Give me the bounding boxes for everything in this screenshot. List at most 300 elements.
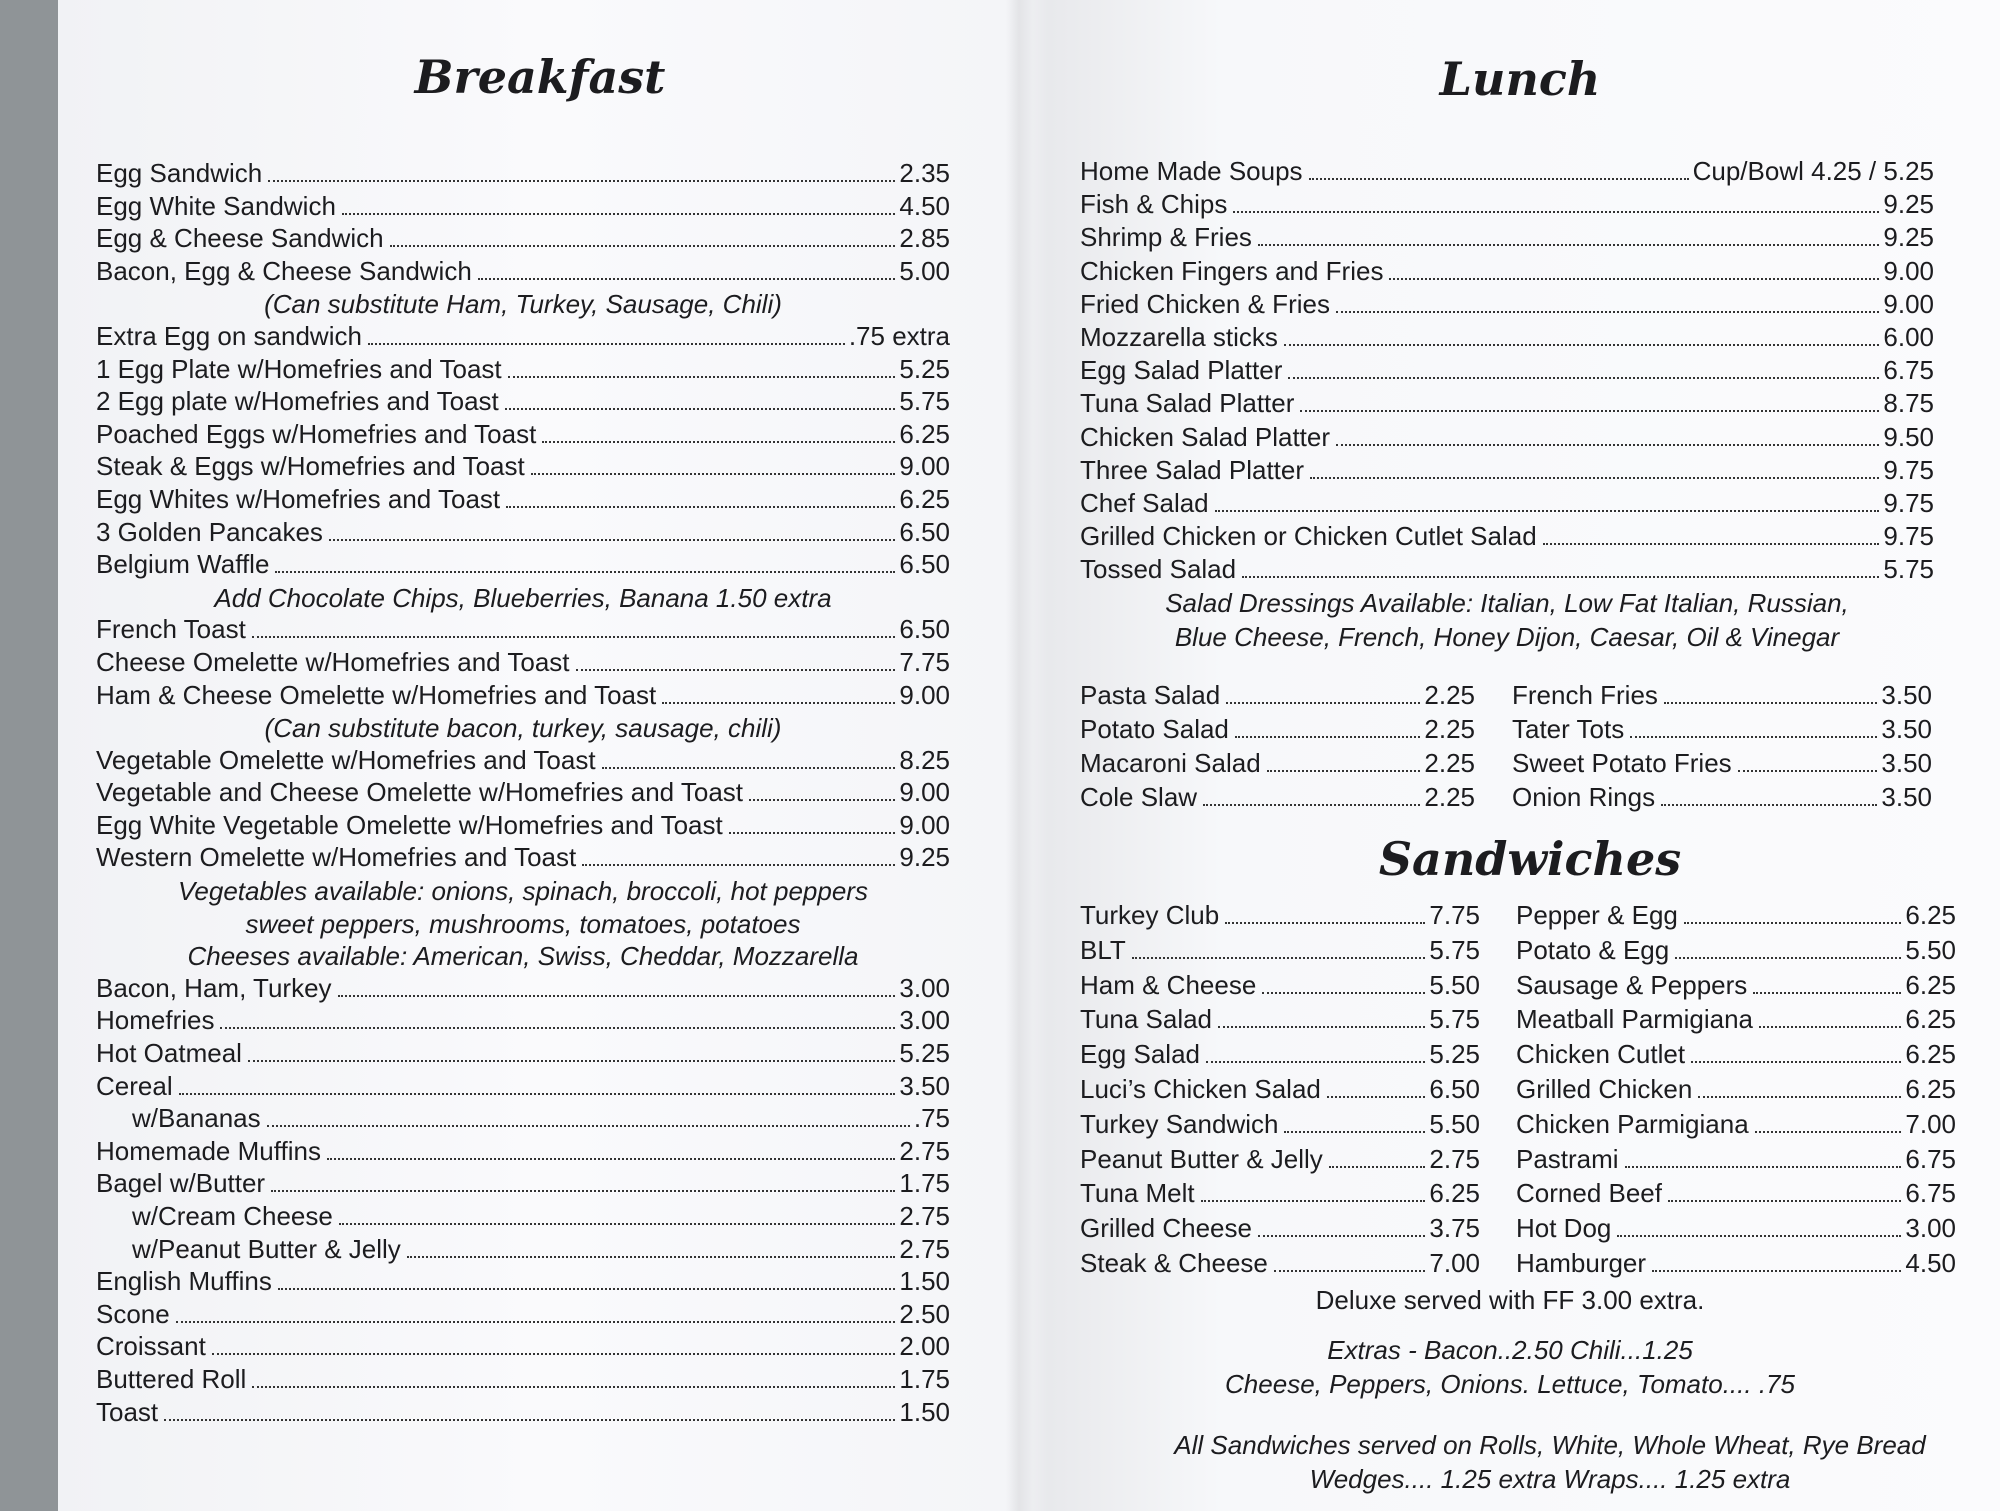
item-price: 6.50 <box>899 614 950 645</box>
item-name: Bacon, Ham, Turkey <box>96 972 332 1003</box>
dot-leader <box>164 1419 895 1421</box>
dot-leader <box>268 180 895 182</box>
dot-leader <box>1203 804 1420 806</box>
item-name: 2 Egg plate w/Homefries and Toast <box>96 386 499 417</box>
item-price: 2.25 <box>1424 680 1475 710</box>
item-price: 2.35 <box>899 158 950 188</box>
item-price: 2.25 <box>1424 782 1475 812</box>
menu-item <box>1080 156 1934 189</box>
dot-leader <box>478 278 896 280</box>
item-price: 9.75 <box>1883 487 1934 518</box>
item-price: 5.25 <box>899 1038 950 1069</box>
item-name: Luci’s Chicken Salad <box>1080 1073 1321 1104</box>
item-price: 6.25 <box>1905 900 1956 930</box>
item-price: 5.50 <box>1429 969 1480 1000</box>
menu-item <box>96 354 950 387</box>
item-price: 9.00 <box>899 809 950 840</box>
menu-item <box>96 321 950 354</box>
item-name: Sausage & Peppers <box>1516 969 1748 1000</box>
dot-leader <box>1300 410 1879 412</box>
item-price: 2.75 <box>899 1135 950 1166</box>
dot-leader <box>1625 1166 1902 1168</box>
dot-leader <box>1759 1026 1901 1028</box>
item-price: 9.00 <box>899 679 950 710</box>
dot-leader <box>1329 1166 1426 1168</box>
menu-item <box>1516 1213 1956 1248</box>
dot-leader <box>1201 1200 1426 1202</box>
item-price: 9.00 <box>1883 255 1934 286</box>
menu-item <box>96 1266 950 1299</box>
menu-item <box>96 1397 950 1430</box>
dot-leader <box>1215 510 1880 512</box>
item-name: Three Salad Platter <box>1080 454 1305 485</box>
item-price: 9.00 <box>1883 288 1934 319</box>
dot-leader <box>1336 444 1879 446</box>
menu-item <box>1516 1039 1956 1074</box>
item-name: Onion Rings <box>1512 782 1656 812</box>
item-price: 2.75 <box>899 1201 950 1231</box>
dot-leader <box>1336 311 1879 313</box>
item-name: Turkey Club <box>1080 900 1220 930</box>
menu-item <box>1080 189 1934 222</box>
menu-note: Salad Dressings Available: Italian, Low Fat Italian, Russian, <box>1165 588 1849 619</box>
dot-leader <box>1310 477 1879 479</box>
item-price: 7.75 <box>899 646 950 677</box>
breakfast-title: Breakfast <box>414 50 666 104</box>
item-name: Egg White Vegetable Omelette w/Homefries and Toast <box>96 809 723 840</box>
menu-item <box>96 1299 950 1332</box>
item-price: 9.75 <box>1883 521 1934 552</box>
dot-leader <box>1225 922 1425 924</box>
bread-note-2: Wedges.... 1.25 extra Wraps.... 1.25 extra <box>1309 1464 1791 1494</box>
menu-item <box>1080 554 1934 587</box>
menu-item <box>1080 1178 1480 1213</box>
extras-note-2: Cheese, Peppers, Onions. Lettuce, Tomato.... .75 <box>1225 1369 1795 1399</box>
item-price: 4.50 <box>1905 1247 1956 1278</box>
item-name: Grilled Chicken <box>1516 1073 1693 1104</box>
dot-leader <box>1284 1131 1425 1133</box>
dot-leader <box>1226 702 1420 704</box>
item-price: 6.50 <box>899 516 950 547</box>
dot-leader <box>407 1256 896 1258</box>
menu-item <box>1080 1004 1480 1039</box>
dot-leader <box>1233 211 1879 213</box>
item-price: 2.85 <box>899 223 950 254</box>
item-name: Pasta Salad <box>1080 680 1221 710</box>
item-name: w/Bananas <box>132 1103 261 1134</box>
menu-item <box>96 223 950 256</box>
item-name: Egg Salad Platter <box>1080 355 1283 386</box>
item-price: 9.25 <box>899 842 950 873</box>
menu-item <box>96 1071 950 1104</box>
item-price: 3.50 <box>1881 782 1932 812</box>
item-name: Home Made Soups <box>1080 156 1303 186</box>
item-name: Pepper & Egg <box>1516 900 1678 930</box>
menu-item <box>96 745 950 778</box>
item-price: 7.75 <box>1429 900 1480 930</box>
menu-item <box>96 549 950 582</box>
item-price: 6.25 <box>899 418 950 449</box>
item-price: 6.25 <box>1905 1004 1956 1035</box>
item-name: Macaroni Salad <box>1080 748 1261 778</box>
dot-leader <box>179 1093 896 1095</box>
menu-item <box>96 1234 950 1267</box>
item-price: 6.75 <box>1883 355 1934 386</box>
item-name: Vegetable Omelette w/Homefries and Toast <box>96 744 596 775</box>
menu-item <box>1080 521 1934 554</box>
dot-leader <box>1262 992 1425 994</box>
extras-note-1: Extras - Bacon..2.50 Chili...1.25 <box>1327 1335 1693 1365</box>
dot-leader <box>1242 576 1879 578</box>
menu-item <box>96 1201 950 1234</box>
dot-leader <box>1389 278 1879 280</box>
item-name: Homemade Muffins <box>96 1135 321 1166</box>
dot-leader <box>338 995 896 997</box>
item-name: Turkey Sandwich <box>1080 1108 1279 1139</box>
menu-item <box>96 1168 950 1201</box>
dot-leader <box>1235 736 1421 738</box>
dot-leader <box>176 1321 896 1323</box>
menu-item <box>1512 714 1932 748</box>
item-price: 5.25 <box>899 353 950 384</box>
item-name: w/Cream Cheese <box>132 1201 333 1231</box>
item-name: Chicken Fingers and Fries <box>1080 255 1384 286</box>
item-name: Cheese Omelette w/Homefries and Toast <box>96 646 570 677</box>
item-name: Mozzarella sticks <box>1080 321 1278 352</box>
menu-item <box>1516 935 1956 970</box>
item-price: 3.00 <box>899 972 950 1003</box>
item-name: Poached Eggs w/Homefries and Toast <box>96 418 537 449</box>
item-price: 6.00 <box>1883 321 1934 352</box>
dot-leader <box>368 343 845 345</box>
dot-leader <box>1284 344 1879 346</box>
item-name: Chicken Salad Platter <box>1080 421 1331 452</box>
dot-leader <box>342 213 895 215</box>
dot-leader <box>278 1288 896 1290</box>
item-price: 6.25 <box>899 483 950 514</box>
item-price: 2.50 <box>899 1298 950 1329</box>
item-price: 3.50 <box>1881 748 1932 778</box>
dot-leader <box>1258 244 1879 246</box>
dot-leader <box>339 1223 896 1225</box>
menu-item <box>1512 748 1932 782</box>
menu-item <box>1516 1248 1956 1283</box>
menu-item <box>1080 782 1475 816</box>
dot-leader <box>390 245 896 247</box>
menu-item <box>96 810 950 843</box>
menu-item <box>1080 322 1934 355</box>
menu-item <box>1516 1004 1956 1039</box>
item-name: Egg Sandwich <box>96 158 263 188</box>
item-price: 2.25 <box>1424 748 1475 778</box>
sandwiches-right-list <box>1516 900 1956 1283</box>
menu-item <box>1080 355 1934 388</box>
item-price: 5.50 <box>1905 934 1956 965</box>
item-name: w/Peanut Butter & Jelly <box>132 1233 401 1264</box>
item-price: 9.25 <box>1883 189 1934 220</box>
dot-leader <box>582 864 895 866</box>
dot-leader <box>1132 957 1426 959</box>
menu-item <box>96 1038 950 1071</box>
dot-leader <box>1258 1235 1425 1237</box>
menu-item <box>96 451 950 484</box>
menu-item <box>96 647 950 680</box>
dot-leader <box>275 571 895 573</box>
item-name: Chicken Parmigiana <box>1516 1108 1749 1139</box>
item-name: Buttered Roll <box>96 1363 247 1394</box>
item-name: Steak & Eggs w/Homefries and Toast <box>96 451 525 482</box>
item-name: Hot Oatmeal <box>96 1038 242 1069</box>
dot-leader <box>327 1158 895 1160</box>
menu-item <box>1080 388 1934 421</box>
menu-item <box>96 614 950 647</box>
menu-item <box>1516 1144 1956 1179</box>
item-price: 9.75 <box>1883 454 1934 485</box>
item-price: 9.25 <box>1883 222 1934 253</box>
menu-item <box>96 777 950 810</box>
menu-item <box>1080 900 1480 935</box>
item-name: Peanut Butter & Jelly <box>1080 1143 1323 1174</box>
menu-item <box>1516 1178 1956 1213</box>
menu-item <box>96 419 950 452</box>
item-price: 1.50 <box>899 1266 950 1297</box>
dot-leader <box>212 1353 896 1355</box>
item-price: 2.25 <box>1424 714 1475 744</box>
menu-item <box>96 517 950 550</box>
item-name: Extra Egg on sandwich <box>96 320 362 351</box>
item-name: Corned Beef <box>1516 1178 1662 1209</box>
menu-note: Vegetables available: onions, spinach, broccoli, hot peppers <box>178 876 868 907</box>
dot-leader <box>505 408 896 410</box>
item-name: Homefries <box>96 1005 215 1036</box>
menu-note: Cheeses available: American, Swiss, Cheddar, Mozzarella <box>187 941 859 972</box>
dot-leader <box>506 506 895 508</box>
item-name: Egg White Sandwich <box>96 190 336 221</box>
item-name: Tuna Melt <box>1080 1178 1195 1209</box>
lunch-title: Lunch <box>1439 52 1601 106</box>
item-price: 2.00 <box>899 1331 950 1362</box>
menu-item <box>96 1005 950 1038</box>
item-price: 9.00 <box>899 777 950 808</box>
item-name: BLT <box>1080 934 1126 965</box>
breakfast-list <box>96 158 950 1429</box>
menu-item <box>1080 748 1475 782</box>
dot-leader <box>1267 770 1421 772</box>
item-name: Sweet Potato Fries <box>1512 748 1732 778</box>
menu-item <box>1080 289 1934 322</box>
item-price: 6.50 <box>1429 1073 1480 1104</box>
item-price: 7.00 <box>1429 1247 1480 1278</box>
bread-note-1: All Sandwiches served on Rolls, White, Whole Wheat, Rye Bread <box>1174 1430 1926 1460</box>
dot-leader <box>1218 1026 1425 1028</box>
item-price: 5.00 <box>899 255 950 286</box>
item-name: Grilled Chicken or Chicken Cutlet Salad <box>1080 521 1537 552</box>
item-price: 6.25 <box>1905 1039 1956 1070</box>
dot-leader <box>1664 702 1877 704</box>
dot-leader <box>1675 957 1901 959</box>
item-price: 1.75 <box>899 1363 950 1394</box>
menu-note: (Can substitute bacon, turkey, sausage, chili) <box>264 713 782 744</box>
menu-item <box>1080 1144 1480 1179</box>
item-price: 2.75 <box>899 1233 950 1264</box>
item-name: Pastrami <box>1516 1143 1619 1174</box>
item-name: Meatball Parmigiana <box>1516 1004 1754 1035</box>
dot-leader <box>1274 1270 1426 1272</box>
dot-leader <box>1617 1235 1901 1237</box>
item-name: Shrimp & Fries <box>1080 222 1252 253</box>
dot-leader <box>248 1060 895 1062</box>
dot-leader <box>1327 1096 1426 1098</box>
item-price: .75 extra <box>848 320 950 351</box>
menu-item <box>1080 935 1480 970</box>
item-name: 3 Golden Pancakes <box>96 516 323 547</box>
menu-item <box>1080 1213 1480 1248</box>
item-price: 5.75 <box>1429 934 1480 965</box>
dot-leader <box>220 1027 895 1029</box>
item-price: 4.50 <box>899 190 950 221</box>
item-name: Tuna Salad <box>1080 1004 1213 1035</box>
item-name: Tossed Salad <box>1080 554 1237 585</box>
item-name: Fish & Chips <box>1080 189 1228 220</box>
dot-leader <box>602 767 896 769</box>
dot-leader <box>267 1125 910 1127</box>
item-name: French Fries <box>1512 680 1658 710</box>
item-name: Belgium Waffle <box>96 549 270 580</box>
dot-leader <box>749 799 895 801</box>
dot-leader <box>1755 1131 1902 1133</box>
item-price: 2.75 <box>1429 1143 1480 1174</box>
item-price: Cup/Bowl 4.25 / 5.25 <box>1692 156 1934 186</box>
menu-item <box>96 1331 950 1364</box>
item-price: 6.25 <box>1429 1178 1480 1209</box>
deluxe-note: Deluxe served with FF 3.00 extra. <box>1315 1285 1705 1315</box>
item-price: 3.75 <box>1429 1213 1480 1244</box>
item-name: Potato & Egg <box>1516 934 1670 965</box>
menu-item <box>96 1103 950 1136</box>
menu-item <box>96 484 950 517</box>
dot-leader <box>1309 178 1689 180</box>
page-fold <box>1005 0 1033 1511</box>
dot-leader <box>329 539 895 541</box>
item-price: 9.50 <box>1883 421 1934 452</box>
dot-leader <box>662 702 895 704</box>
item-price: 9.00 <box>899 451 950 482</box>
item-price: 1.50 <box>899 1396 950 1427</box>
dot-leader <box>1668 1200 1901 1202</box>
item-price: 3.00 <box>899 1005 950 1036</box>
dot-leader <box>1206 1061 1425 1063</box>
dot-leader <box>252 1386 895 1388</box>
item-price: 5.75 <box>899 386 950 417</box>
item-price: 5.75 <box>1429 1004 1480 1035</box>
menu-item <box>1080 714 1475 748</box>
item-price: 6.50 <box>899 549 950 580</box>
dot-leader <box>271 1190 895 1192</box>
item-price: 3.50 <box>1881 714 1932 744</box>
menu-item <box>96 191 950 224</box>
menu-item <box>96 386 950 419</box>
item-name: Hamburger <box>1516 1247 1647 1278</box>
menu-item <box>96 680 950 713</box>
item-name: Egg Whites w/Homefries and Toast <box>96 483 501 514</box>
dot-leader <box>1288 377 1879 379</box>
item-price: 6.75 <box>1905 1143 1956 1174</box>
menu-item <box>96 842 950 875</box>
menu-item <box>1080 422 1934 455</box>
menu-item <box>1516 1109 1956 1144</box>
menu-item <box>1080 256 1934 289</box>
item-name: Bacon, Egg & Cheese Sandwich <box>96 255 472 286</box>
item-name: Cereal <box>96 1070 173 1101</box>
sides-left-list <box>1080 680 1475 816</box>
item-name: Western Omelette w/Homefries and Toast <box>96 842 577 873</box>
lunch-list <box>1080 156 1934 654</box>
dot-leader <box>1698 1096 1901 1098</box>
item-name: Tuna Salad Platter <box>1080 388 1295 419</box>
menu-note: (Can substitute Ham, Turkey, Sausage, Chili) <box>264 289 782 320</box>
item-name: Ham & Cheese Omelette w/Homefries and Toast <box>96 679 657 710</box>
dot-leader <box>531 473 896 475</box>
item-name: English Muffins <box>96 1266 272 1297</box>
menu-note: Add Chocolate Chips, Blueberries, Banana 1.50 extra <box>214 582 832 613</box>
item-price: 6.25 <box>1905 969 1956 1000</box>
menu-item <box>1516 970 1956 1005</box>
menu-item <box>96 1136 950 1169</box>
item-name: Chef Salad <box>1080 487 1209 518</box>
item-name: Grilled Cheese <box>1080 1213 1252 1244</box>
menu-item <box>1516 900 1956 935</box>
menu-item <box>1080 970 1480 1005</box>
item-name: Steak & Cheese <box>1080 1247 1268 1278</box>
sides-right-list <box>1512 680 1932 816</box>
item-name: 1 Egg Plate w/Homefries and Toast <box>96 353 502 384</box>
dot-leader <box>252 636 896 638</box>
item-name: Ham & Cheese <box>1080 969 1257 1000</box>
item-name: Vegetable and Cheese Omelette w/Homefries and Toast <box>96 777 744 808</box>
menu-item <box>96 158 950 191</box>
dot-leader <box>1684 922 1902 924</box>
menu-note: sweet peppers, mushrooms, tomatoes, potatoes <box>245 908 801 939</box>
item-price: 5.50 <box>1429 1108 1480 1139</box>
item-name: French Toast <box>96 614 246 645</box>
item-name: Egg & Cheese Sandwich <box>96 223 384 254</box>
item-price: .75 <box>913 1103 950 1134</box>
item-price: 6.25 <box>1905 1073 1956 1104</box>
dot-leader <box>1661 804 1877 806</box>
menu-item <box>1080 1109 1480 1144</box>
dot-leader <box>1630 736 1877 738</box>
menu-note: Blue Cheese, French, Honey Dijon, Caesar, Oil & Vinegar <box>1174 621 1840 652</box>
menu-item <box>1516 1074 1956 1109</box>
menu-item <box>1080 455 1934 488</box>
item-price: 3.50 <box>899 1070 950 1101</box>
item-price: 1.75 <box>899 1168 950 1199</box>
menu-item <box>1080 680 1475 714</box>
item-price: 6.75 <box>1905 1178 1956 1209</box>
menu-item <box>1080 1248 1480 1283</box>
item-name: Bagel w/Butter <box>96 1168 266 1199</box>
sandwiches-left-list <box>1080 900 1480 1283</box>
item-name: Potato Salad <box>1080 714 1229 744</box>
item-name: Croissant <box>96 1331 206 1362</box>
dot-leader <box>576 669 896 671</box>
dot-leader <box>1543 543 1880 545</box>
item-price: 5.25 <box>1429 1039 1480 1070</box>
item-price: 8.75 <box>1883 388 1934 419</box>
item-price: 7.00 <box>1905 1108 1956 1139</box>
dot-leader <box>1738 770 1878 772</box>
dot-leader <box>1652 1270 1901 1272</box>
